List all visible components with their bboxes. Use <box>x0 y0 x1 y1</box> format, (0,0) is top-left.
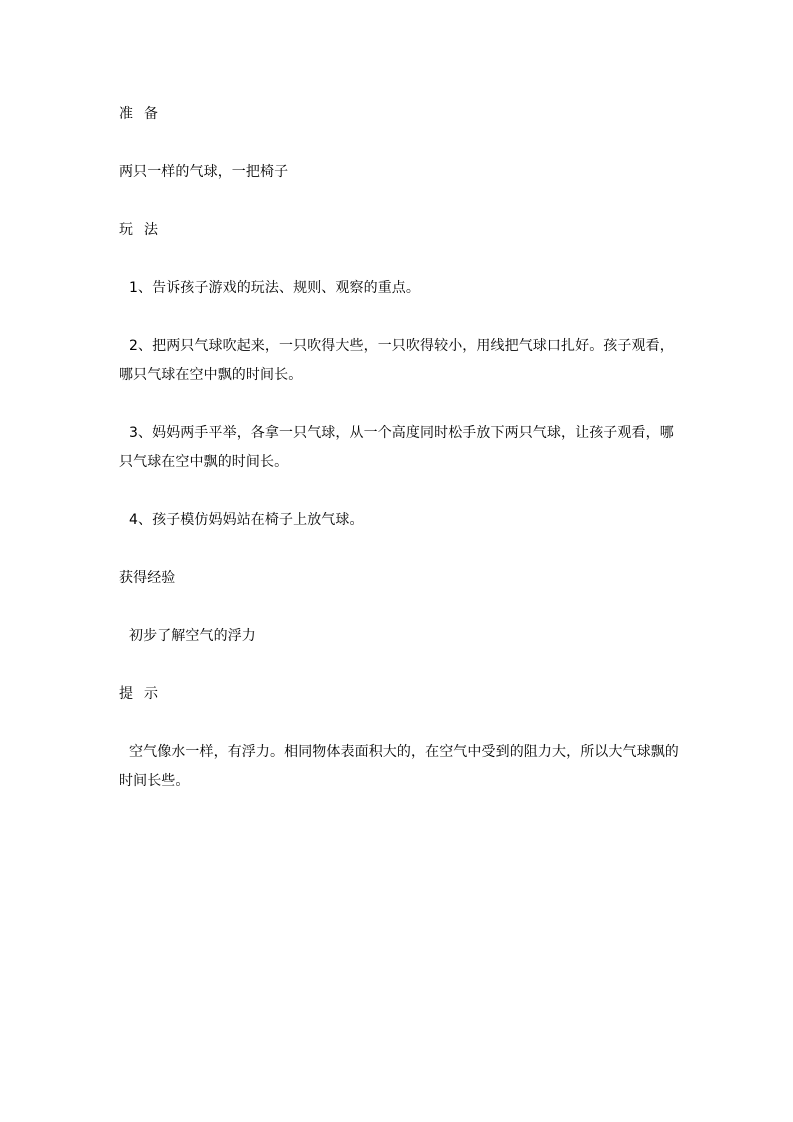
section-heading-experience: 获得经验 <box>119 570 176 586</box>
spacer <box>119 535 679 564</box>
spacer <box>119 303 679 332</box>
experience-text: 初步了解空气的浮力 <box>129 628 256 644</box>
step-3-text: 3、妈妈两手平举，各拿一只气球，从一个高度同时松手放下两只气球，让孩子观看，哪只气球在空中飘的时间长。 <box>119 425 674 470</box>
step-2-text: 2、把两只气球吹起来，一只吹得大些，一只吹得较小，用线把气球口扎好。孩子观看，哪只气球在空中飘的时间长。 <box>119 338 674 383</box>
preparation-text: 两只一样的气球，一把椅子 <box>119 164 289 180</box>
spacer <box>119 477 679 506</box>
spacer <box>119 709 679 738</box>
spacer <box>119 593 679 622</box>
section-heading-how-to-play: 玩法 <box>119 222 169 238</box>
spacer <box>119 245 679 274</box>
document-content <box>119 100 679 796</box>
spacer <box>119 187 679 216</box>
tips-text: 空气像水一样，有浮力。相同物体表面积大的，在空气中受到的阻力大，所以大气球飘的时间长些。 <box>119 744 679 789</box>
step-4-text: 4、孩子模仿妈妈站在椅子上放气球。 <box>129 512 364 528</box>
section-heading-preparation: 准备 <box>119 106 169 122</box>
spacer <box>119 651 679 680</box>
spacer <box>119 390 679 419</box>
section-heading-tips: 提示 <box>119 686 169 702</box>
step-1-text: 1、告诉孩子游戏的玩法、规则、观察的重点。 <box>129 280 421 296</box>
spacer <box>119 129 679 158</box>
